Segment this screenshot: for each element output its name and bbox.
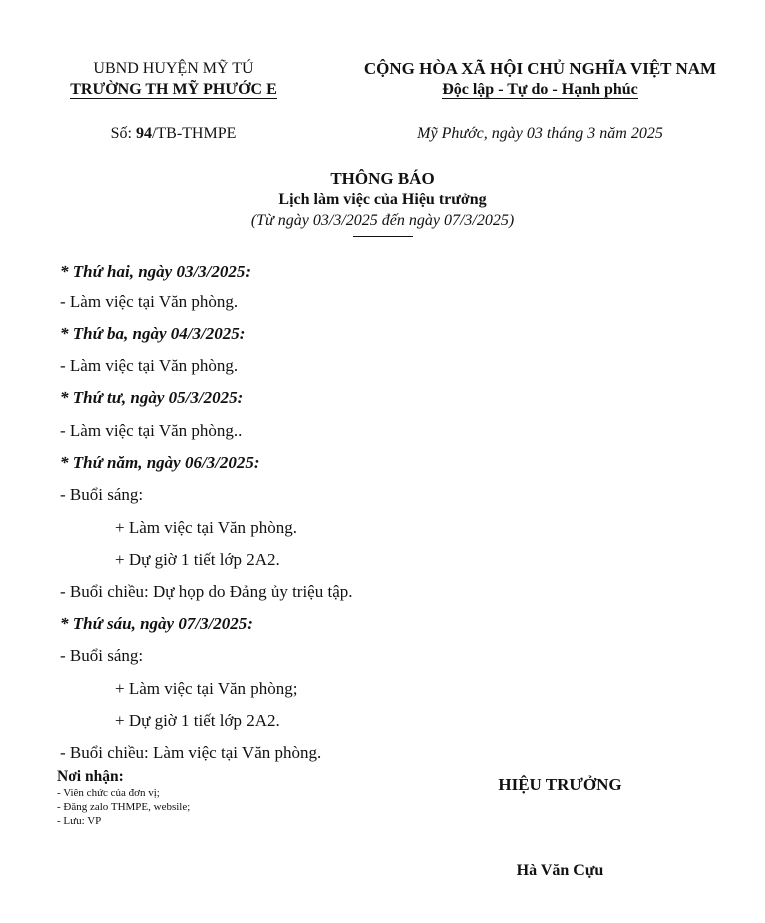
schedule-line: - Buổi chiều: Dự họp do Đảng ủy triệu tập. bbox=[60, 582, 353, 601]
schedule-line: - Làm việc tại Văn phòng. bbox=[60, 356, 239, 375]
signer-name: Hà Văn Cựu bbox=[516, 862, 604, 879]
recipients-title: Nơi nhận: bbox=[57, 768, 124, 785]
signer-title: HIỆU TRƯỞNG bbox=[498, 775, 622, 794]
schedule-line: - Buổi sáng: bbox=[60, 646, 144, 665]
day-heading: * Thứ năm, ngày 06/3/2025: bbox=[60, 453, 260, 472]
org-school-name: TRƯỜNG TH MỸ PHƯỚC E bbox=[70, 81, 277, 98]
day-heading: * Thứ tư, ngày 05/3/2025: bbox=[60, 388, 244, 407]
schedule-subitem: + Dự giờ 1 tiết lớp 2A2. bbox=[115, 550, 280, 569]
national-motto bbox=[320, 58, 760, 100]
schedule-line: - Làm việc tại Văn phòng. bbox=[60, 292, 239, 311]
day-heading: * Thứ ba, ngày 04/3/2025: bbox=[60, 324, 246, 343]
place-date: Mỹ Phước, ngày 03 tháng 3 năm 2025 bbox=[417, 125, 663, 142]
schedule-subitem: + Làm việc tại Văn phòng; bbox=[115, 679, 298, 698]
day-heading: * Thứ sáu, ngày 07/3/2025: bbox=[60, 614, 253, 633]
notice-title-block bbox=[0, 168, 765, 237]
notice-title: THÔNG BÁO bbox=[330, 169, 435, 188]
notice-subtitle: Lịch làm việc của Hiệu trưởng bbox=[278, 191, 487, 208]
day-heading: * Thứ hai, ngày 03/3/2025: bbox=[60, 262, 252, 281]
org-parent-name: UBND HUYỆN MỸ TÚ bbox=[93, 60, 254, 77]
issuing-organization bbox=[36, 58, 311, 100]
schedule-line: - Buổi sáng: bbox=[60, 485, 144, 504]
recipient-item: - Lưu: VP bbox=[57, 815, 102, 827]
recipient-item: - Đăng zalo THMPE, websile; bbox=[57, 801, 191, 813]
schedule-line: - Buổi chiều: Làm việc tại Văn phòng. bbox=[60, 743, 322, 762]
motto: Độc lập - Tự do - Hạnh phúc bbox=[442, 81, 638, 98]
recipient-item: - Viên chức của đơn vị; bbox=[57, 787, 160, 799]
schedule-subitem: + Làm việc tại Văn phòng. bbox=[115, 518, 298, 537]
notice-date-range: (Từ ngày 03/3/2025 đến ngày 07/3/2025) bbox=[250, 212, 515, 229]
title-divider bbox=[353, 236, 413, 237]
schedule-line: - Làm việc tại Văn phòng.. bbox=[60, 421, 243, 440]
document-number: Số: 94/TB-THMPE bbox=[110, 125, 237, 142]
nation-name: CỘNG HÒA XÃ HỘI CHỦ NGHĨA VIỆT NAM bbox=[363, 59, 717, 78]
recipients-block bbox=[57, 768, 190, 828]
schedule-subitem: + Dự giờ 1 tiết lớp 2A2. bbox=[115, 711, 280, 730]
